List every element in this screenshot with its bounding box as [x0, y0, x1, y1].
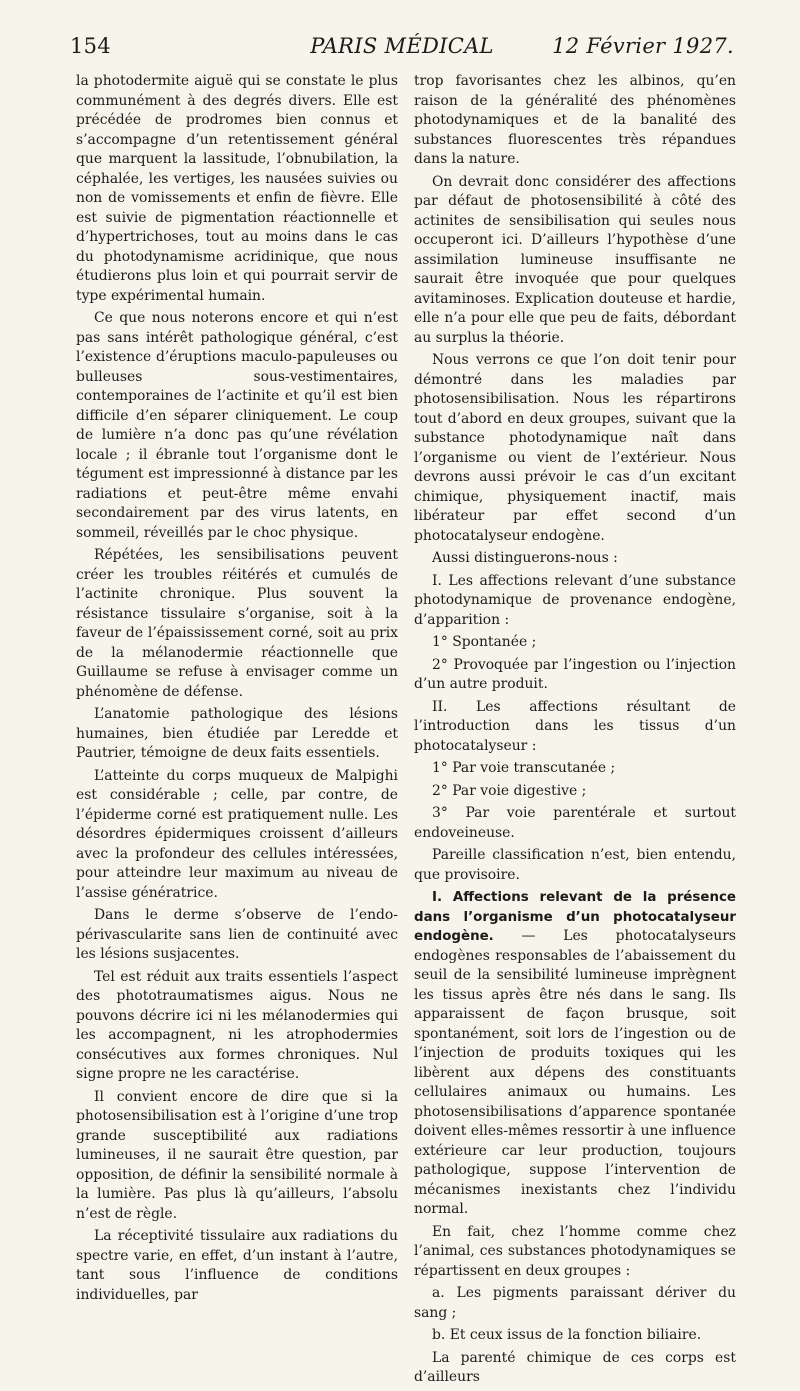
paragraph: Ce que nous noterons encore et qui n’est pas sans intérêt pathologique général, c’est l’existence d’éruptions maculo-papuleuses ou bulleuses sous-vestimentaires, contemporaines de l’actinite et qu’il est bien difficile d’en séparer cliniquement. Le coup de lumière n’a donc pas qu’une révélation locale ; il ébranle tout l’organisme dont le tégument est impressionné à distance par les radiations et peut-être même envahi secondairement par des virus latents, en sommeil, réveillés par le choc physique.	[76, 310, 398, 541]
classification-item: 1° Par voie transcutanée ;	[432, 760, 616, 776]
paragraph: L’atteinte du corps muqueux de Malpighi est considérable ; celle, par contre, de l’épiderme corné est pratiquement nulle. Les désordres épidermiques croissent d’ailleurs avec la profondeur des cellules intéressées, pour atteindre leur maximum au niveau de l’assise génératrice.	[76, 767, 398, 901]
section-paragraph	[414, 888, 736, 1220]
section-heading: I. Affections relevant de la présence dans l’organisme d’un photocatalyseur endogène.	[414, 890, 736, 944]
paragraph: trop favorisantes chez les albinos, qu’en raison de la généralité des phénomènes photodynamiques et de la banalité des substances fluorescentes très répandues dans la nature.	[414, 73, 736, 167]
paragraph: La parenté chimique de ces corps est d’ailleurs	[414, 1349, 736, 1385]
list-item: a. Les pigments paraissant dériver du sang ;	[414, 1285, 736, 1321]
journal-title: PARIS MÉDICAL	[310, 34, 494, 58]
paragraph: la photodermite aiguë qui se constate le plus communément à des degrés divers. Elle est précédée de prodromes bien connus et s’accompagne d’un retentissement général que marquent la lassitude, l’obnubilation, la céphalée, les vertiges, les nausées suivies ou non de vomissements et enfin de fièvre. Elle est suivie de pigmentation réactionnelle et d’hypertrichoses, tout au moins dans le cas du photodynamisme acridinique, que nous étudierons plus loin et qui pourrait servir de type expérimental humain.	[76, 73, 398, 304]
left-column	[76, 72, 398, 1308]
paragraph: Répétées, les sensibilisations peuvent créer les troubles réitérés et cumulés de l’actinite chronique. Plus souvent la résistance tissulaire s’organise, soit à la faveur de l’épaississement corné, soit au prix de la mélanodermie réactionnelle que Guillaume se refuse à envisager comme un phénomène de défense.	[76, 547, 398, 700]
paragraph: Pareille classification n’est, bien entendu, que provisoire.	[414, 847, 736, 883]
paragraph: Nous verrons ce que l’on doit tenir pour démontré dans les maladies par photosensibilisation. Nous les répartirons tout d’abord en deux groupes, suivant que la substance photodynamique naît dans l’organisme ou vient de l’extérieur. Nous devrons aussi prévoir le cas d’un excitant chimique, physiquement inactif, mais libérateur par effet second d’un photocatalyseur endogène.	[414, 352, 736, 544]
classification-item: 1° Spontanée ;	[432, 634, 537, 650]
classification-item: 3° Par voie parentérale et surtout endoveineuse.	[414, 805, 736, 841]
paragraph: Aussi distinguerons-nous :	[432, 550, 618, 566]
issue-date: 12 Février 1927.	[552, 34, 734, 58]
page-header	[70, 34, 734, 64]
paragraph: En fait, chez l’homme comme chez l’animal, ces substances photodynamiques se répartissent en deux groupes :	[414, 1223, 736, 1279]
section-body: — Les photocatalyseurs endogènes responsables de l’abaissement du seuil de la sensibilité lumineuse imprègnent les tissus après être nés dans le sang. Ils apparaissent de façon brusque, soit spontanément, soit lors de l’ingestion ou de l’injection de produits toxiques qui les libèrent aux dépens des constituants cellulaires animaux ou humains. Les photosensibilisations d’apparence spontanée doivent elles-mêmes ressortir à une influence extérieure car leur production, toujours pathologique, suppose l’intervention de mécanismes inexistants chez l’individu normal.	[414, 928, 736, 1217]
paragraph: La réceptivité tissulaire aux radiations du spectre varie, en effet, d’un instant à l’autre, tant sous l’influence de conditions individuelles, par	[76, 1228, 398, 1303]
paragraph: On devrait donc considérer des affections par défaut de photosensibilité à côté des actinites de sensibilisation qui seules nous occuperont ici. D’ailleurs l’hypothèse d’une assimilation lumineuse insuffisante ne saurait être invoquée que pour quelques avitaminoses. Explication douteuse et hardie, elle n’a pour elle que peu de faits, débordant au surplus la théorie.	[414, 173, 736, 346]
classification-item: 2° Par voie digestive ;	[432, 782, 587, 799]
paragraph: Dans le derme s’observe de l’endo-périvascularite sans lien de continuité avec les lésions susjacentes.	[76, 907, 398, 962]
page-number: 154	[70, 34, 111, 58]
classification-item: 2° Provoquée par l’ingestion ou l’injection d’un autre produit.	[414, 656, 736, 692]
paragraph: Tel est réduit aux traits essentiels l’aspect des phototraumatismes aigus. Nous ne pouvons décrire ici ni les mélanodermies qui les accompagnent, ni les atrophodermies consécutives aux formes chroniques. Nul signe propre ne les caractérise.	[76, 968, 398, 1082]
paragraph: Il convient encore de dire que si la photosensibilisation est à l’origine d’une trop grande susceptibilité aux radiations lumineuses, il ne saurait être question, par opposition, de définir la sensibilité normale à la lumière. Pas plus là qu’ailleurs, l’absolu n’est de règle.	[76, 1088, 398, 1222]
classification-group-1: I. Les affections relevant d’une substance photodynamique de provenance endogène, d’apparition :	[414, 572, 736, 628]
right-column	[414, 72, 736, 1391]
list-item: b. Et ceux issus de la fonction biliaire.	[432, 1327, 702, 1343]
paragraph: L’anatomie pathologique des lésions humaines, bien étudiée par Leredde et Pautrier, témoigne de deux faits essentiels.	[76, 706, 398, 761]
classification-group-2: II. Les affections résultant de l’introduction dans les tissus d’un photocatalyseur :	[414, 698, 736, 754]
